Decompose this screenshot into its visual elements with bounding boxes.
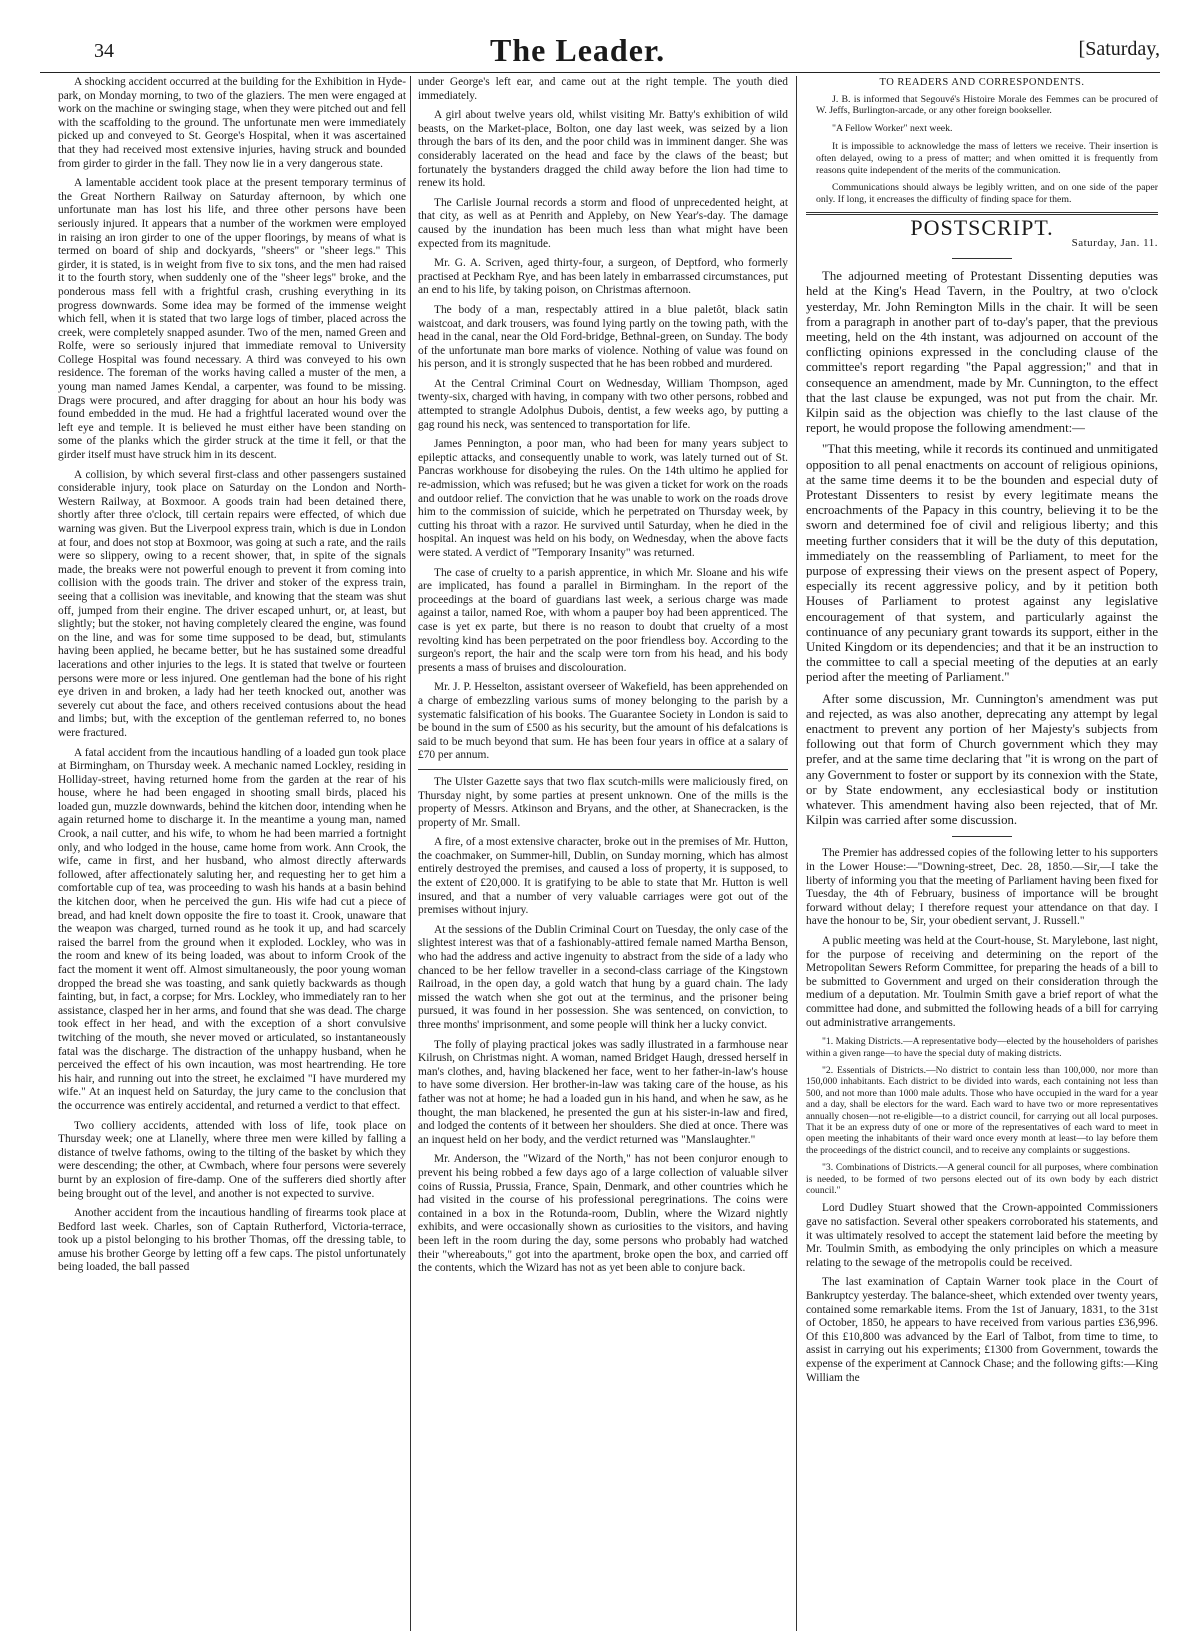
- article-paragraph: Mr. G. A. Scriven, aged thirty-four, a surgeon, of Deptford, who formerly practised at Peckham Rye, and has been lately in embarrassed circumstances, put an end to his life, by taking poison, on Christmas afternoon.: [418, 257, 788, 297]
- correspondent-notice: It is impossible to acknowledge the mass of letters we receive. Their insertion is often delayed, owing to a press of matter; and when omitted it is frequently from reasons quite independent of the merits of the communication.: [816, 140, 1158, 176]
- correspondent-notice: "A Fellow Worker" next week.: [832, 123, 953, 135]
- header-day: [Saturday,: [1078, 38, 1160, 60]
- postscript-title: POSTSCRIPT.: [910, 214, 1054, 240]
- page-number: 34: [94, 40, 114, 62]
- short-rule: [952, 258, 1012, 259]
- article-paragraph: A fire, of a most extensive character, broke out in the premises of Mr. Hutton, the coachmaker, on Summer-hill, Dublin, on Sunday morning, which has almost entirely destroyed the premises, and caused a loss of property, it is supposed, to the extent of £20,000. It is gratifying to be able to state that Mr. Hutton is well insured, and that a number of very valuable carriages were got out of the premises without injury.: [418, 836, 788, 917]
- article-paragraph: The Premier has addressed copies of the following letter to his supporters in the Lower House:—"Downing-street, Dec. 28, 1850.—Sir,—I take the liberty of informing you that the meeting of Parliament having been fixed for Tuesday, the 4th of February, business of importance will be brought forward without delay; I therefore request your attendance on that day. I have the honour to be, Sir, your obedient servant, J. Russell.": [806, 847, 1158, 928]
- article-paragraph: Mr. J. P. Hesselton, assistant overseer of Wakefield, has been apprehended on a charge of embezzling various sums of money belonging to the parish by a systematic falsification of his books. The Guarantee Society in London is said to be bound in the sum of £500 as his security, but the amount of his defalcations is said to be much beyond that sum. He has been four years in office at a salary of £70 per annum.: [418, 681, 788, 762]
- page-header: [40, 32, 1160, 73]
- correspondents-heading: TO READERS AND CORRESPONDENTS.: [879, 77, 1085, 88]
- bill-heading-item: "1. Making Districts.—A representative body—elected by the householders of parishes within a given range—to have the special duty of making districts.: [806, 1036, 1158, 1059]
- article-paragraph: A collision, by which several first-class and other passengers sustained considerable injury, took place on Saturday on the London and North-Western Railway, at Boxmoor. A goods train had been detained there, shortly after three o'clock, till certain repairs were effected, of which due warning was given. But the Liverpool express train, which is due in London at four, and does not stop at Boxmoor, was going at such a rate, and the rails were so slippery, owing to a recent shower, that, in spite of the signals made, the breaks were not powerful enough to prevent it from coming into collision with the goods train. The driver and stoker of the express train, seeing that a collision was inevitable, and knowing that the steam was shut off, jumped from their engine. The driver escaped unhurt, or, at least, but slightly; but the stoker, not having completely cleared the engine, was found on the line, and was for some time supposed to be dead, but, stimulants having been applied, he became better, but he has sustained some dreadful lacerations and other injuries to the legs. It is stated that twelve or fourteen persons were more or less injured. One gentleman had the bone of his right eye driven in and broken, a lady had her teeth knocked out, another was severely cut about the face, and others received contusions about the head and limbs; but, with the exception of the gentleman referred to, no bones were fractured.: [58, 468, 406, 739]
- article-paragraph: Another accident from the incautious handling of firearms took place at Bedford last week. Charles, son of Captain Rutherford, Victoria-terrace, took up a pistol belonging to his brother Thomas, off the dressing table, to amuse his brother George by letting off a few caps. The pistol unfortunately being loaded, the ball passed: [58, 1207, 406, 1274]
- article-paragraph: A girl about twelve years old, whilst visiting Mr. Batty's exhibition of wild beasts, on the Market-place, Bolton, one day last week, was seized by a lion through the bars of its den, and the poor child was in imminent danger. She was considerably lacerated on the head and face by the claws of the beast; but fortunately the bystanders dragged the child away before the lion had time to renew its hold.: [418, 109, 788, 190]
- correspondent-notice: Communications should always be legibly written, and on one side of the paper only. If long, it encreases the difficulty of finding space for them.: [816, 182, 1158, 206]
- article-paragraph: After some discussion, Mr. Cunnington's amendment was put and rejected, as was also another, deprecating any attempt by legal enactment to prevent any portion of her Majesty's subjects from following out that form of Church government which they may prefer, and at the same time declaring that "it is wrong on the part of any Government to foster or support by its connexion with the State, or by State endowment, any ecclesiastical body or institution whatever. This amendment having also been rejected, that of Mr. Kilpin was carried after some discussion.: [806, 691, 1158, 828]
- article-paragraph: The case of cruelty to a parish apprentice, in which Mr. Sloane and his wife are implicated, has found a parallel in Birmingham. In the report of the proceedings at the board of guardians last week, a serious charge was made against a tailor, named Roe, with whom a pauper boy had been apprenticed. The case is yet ex parte, but there is no reason to doubt that cruelty of a most revolting kind has been perpetrated on the poor friendless boy. According to the surgeon's report, the hair and the scalp were torn from his head, and his body presents a mass of bruises and discolouration.: [418, 566, 788, 674]
- column-1: [58, 76, 406, 1631]
- article-paragraph: The adjourned meeting of Protestant Dissenting deputies was held at the King's Head Tavern, in the Poultry, at two o'clock yesterday, Mr. John Remington Mills in the chair. It will be seen from a paragraph in another part of to-day's paper, that the previous meeting, held on the 4th instant, was adjourned on account of the conflicting opinions expressed in the concluding clause of the committee's report regarding "the Papal aggression;" and that in consequence an amendment, made by Mr. Cunnington, to the effect that the last clause be expunged, was not put from the chair. Mr. Kilpin said as the objection was chiefly to the last clause of the report, he would propose the following amendment:—: [806, 269, 1158, 436]
- article-paragraph: Two colliery accidents, attended with loss of life, took place on Thursday week; one at Llanelly, where three men were killed by falling a distance of twelve fathoms, owing to the tilting of the basket by which they were descending; the other, at Cwmbach, where four persons were severely burnt by an explosion of fire-damp. One of the sufferers died shortly after being brought out of the level, and another is not expected to survive.: [58, 1119, 406, 1200]
- article-paragraph: James Pennington, a poor man, who had been for many years subject to epileptic attacks, and consequently unable to work, was lately turned out of St. Pancras workhouse for disobeying the rules. On the 14th ultimo he applied for re-admission, which was refused; but he was given a ticket for work on the roads and outdoor relief. The conviction that he was unable to work on the roads drove him to the commission of suicide, which he perpetrated on Thursday week, by cutting his throat with a razor. He survived until Saturday, when he died in the hospital. An inquest was held on his body, on Wednesday, when the above facts were stated. A verdict of "Temporary Insanity" was returned.: [418, 438, 788, 559]
- article-paragraph: A lamentable accident took place at the present temporary terminus of the Great Northern Railway on Saturday afternoon, by which one unfortunate man has lost his life, and three other persons have been seriously injured. It appears that a number of the workmen were employed in raising an iron girder to one of the upper floorings, by means of what is termed on board of ship and dockyards, "sheers" or "sheer legs." This girder, it is stated, is in weight from five to six tons, and the men had raised it to the fourth story, when suddenly one of the "sheer legs" broke, and the ponderous mass fell with a frightful crash, crushing everything in its progress downwards. Some idea may be formed of the immense weight which fell, when it is stated that two large logs of timber, placed across the creek, were completely snapped asunder. Two of the men, named Green and Rolfe, were so seriously injured that immediate removal to University College Hospital was found necessary. A third was conveyed to his own residence. The foreman of the works having called a muster of the men, a young man named James Kendal, a carpenter, was found to be missing. Drags were procured, and after dragging for about an hour his body was found embedded in the mud. He had a frightful lacerated wound over the left eye and temple. It is believed he must either have been standing on some of the planks which the girder struck at the time it fell, or that the girder itself must have struck him in its descent.: [58, 177, 406, 462]
- article-paragraph: Mr. Anderson, the "Wizard of the North," has not been conjuror enough to prevent his being robbed a few days ago of a large collection of valuable silver coins of Russia, Prussia, France, Spain, Denmark, and other countries which he had visited in the course of his professional peregrinations. The coins were contained in a box in the Rotunda-room, Dublin, where the Wizard nightly exhibits, and were occasionally shown as curiosities to the visitors, and having been left in the room during the day, some persons who probably had watched their "whereabouts," got into the apartment, broke open the box, and carried off the contents, which the Wizard has not as yet been able to conjure back.: [418, 1153, 788, 1275]
- short-rule: [952, 836, 1012, 837]
- article-paragraph: "That this meeting, while it records its continued and unmitigated opposition to all penal enactments on account of religious opinions, at the same time deems it to be the bounden and especial duty of Protestant Dissenters to resist by every legitimate means the encroachments of the Papacy in this country, believing it to be the sworn and determined foe of civil and religious liberty; and this meeting further considers that it will be the duty of this deputation, immediately on the reassembling of Parliament, to meet for the purpose of expressing their views on the present aspect of Popery, especially its recent aggressive policy, and by it petition both Houses of Parliament to protest against any legislative encouragement of that system, and particularly against the continuance of any pecuniary grant towards its support, either in the United Kingdom or its dependencies; and that it be an instruction to the committee to call a special meeting of the deputies at an early period after the meeting of Parliament.": [806, 442, 1158, 685]
- correspondent-notice: J. B. is informed that Segouvé's Histoire Morale des Femmes can be procured of W. Jeffs, Burlington-arcade, or any other foreign bookseller.: [816, 93, 1158, 117]
- bill-heading-item: "3. Combinations of Districts.—A general council for all purposes, where combination is needed, to be formed of two persons elected out of its own body by each district council.": [806, 1162, 1158, 1197]
- article-paragraph: under George's left ear, and came out at the right temple. The youth died immediately.: [418, 76, 788, 102]
- bill-heading-item: "2. Essentials of Districts.—No district to contain less than 100,000, nor more than 150,000 inhabitants. Each district to be divided into wards, each containing not less than 500, and not more than 1000 male adults. Those who have occupied in the ward for a year and a day, shall be electors for the ward. Each ward to have two or more representatives annually chosen—not re-eligible—to a district council, for carrying out all local purposes. That it be an express duty of one or more of the representatives of each ward to meet in open meeting the inhabitants of their ward once every month at least—to lay before them the proceedings of the district council, and to receive any complaints or suggestions.: [806, 1065, 1158, 1156]
- column-rule-1: [410, 76, 411, 1631]
- article-paragraph: At the Central Criminal Court on Wednesday, William Thompson, aged twenty-six, charged with having, in company with two other persons, robbed and attempted to strangle Adolphus Dubois, dentist, a few weeks ago, by putting a gag round his neck, was sentenced to transportation for life.: [418, 377, 788, 431]
- article-paragraph: The Ulster Gazette says that two flax scutch-mills were maliciously fired, on Thursday night, by some parties at present unknown. One of the mills is the property of Messrs. Atkinson and Bryans, and the other, at Shanecracken, is the property of Mr. Small.: [418, 775, 788, 829]
- postscript-date: Saturday, Jan. 11.: [1071, 236, 1158, 249]
- article-paragraph: The body of a man, respectably attired in a blue paletôt, black satin waistcoat, and dark trousers, was found lying partly on the towing path, with the head in the canal, near the Old Ford-bridge, Bethnal-green, on Sunday. The body of the unfortunate man bore marks of violence. Nothing of value was found on his person, and it is strongly suspected that he has been robbed and murdered.: [418, 303, 788, 371]
- article-paragraph: A shocking accident occurred at the building for the Exhibition in Hyde-park, on Monday morning, to two of the glaziers. The men were engaged at work on the machine or swinging stage, when they were pitched out and fell with the scaffolding to the ground. The unfortunate men were immediately picked up and conveyed to St. George's Hospital, when it was ascertained that they had received most extensive injuries, having struck and bounded from girder to girder in the fall. They now lie in a very dangerous state.: [58, 76, 406, 170]
- article-paragraph: Lord Dudley Stuart showed that the Crown-appointed Commissioners gave no satisfaction. Several other speakers corroborated his statements, and it was ultimately resolved to accept the statement laid before the meeting by Mr. Toulmin Smith, as embodying the only principles on which a measure relating to the sewage of the metropolis could be received.: [806, 1202, 1158, 1269]
- column-rule-2: [796, 76, 797, 1631]
- article-paragraph: The last examination of Captain Warner took place in the Court of Bankruptcy yesterday. The balance-sheet, which extended over twenty years, contained some remarkable items. From the 1st of January, 1831, to the 31st of October, 1850, he appears to have received from various parties £36,996. Of this £10,800 was advanced by the Earl of Talbot, from time to time, to assist in carrying out his experiments; £1300 from Government, towards the expense of the experiment at Cannock Chase; and the following gifts:—King William the: [806, 1276, 1158, 1384]
- article-paragraph: The Carlisle Journal records a storm and flood of unprecedented height, at that city, as well as at Penrith and Appleby, on New Year's-day. The damage caused by the inundation has been much less than what might have been expected from its magnitude.: [418, 196, 788, 250]
- article-paragraph: A public meeting was held at the Court-house, St. Marylebone, last night, for the purpose of receiving and determining on the report of the Metropolitan Sewers Reform Committee, for preparing the heads of a bill to be submitted to Government and urged on their consideration through the medium of a deputation. Mr. Toulmin Smith gave a brief report of what the committee had done, and submitted the following heads of a bill for carrying out administrative arrangements.: [806, 935, 1158, 1029]
- article-paragraph: The folly of playing practical jokes was sadly illustrated in a farmhouse near Kilrush, on Christmas night. A woman, named Bridget Haugh, dressed herself in man's clothes, and, having blackened her face, went to her father-in-law's house to have some diversion. Her brother-in-law was taking care of the house, as his father was not at home; he had a loaded gun in his hand, and when he saw, as he thought, the man blackened, he presented the gun at his sister-in-law and fired, and lodged the contents of it between her shoulders. She died at once. There was an inquest held on her body, and the verdict returned was "Manslaughter.": [418, 1038, 788, 1146]
- column-2: [418, 76, 788, 1631]
- masthead-title: The Leader.: [490, 32, 666, 68]
- article-paragraph: At the sessions of the Dublin Criminal Court on Tuesday, the only case of the slightest interest was that of a fashionably-attired female named Martha Benson, who had the address and active ingenuity to abstract from the side of a lady who chanced to be her fellow traveller in a second-class carriage of the Kingstown Railroad, in the open day, a gold watch that hung by a guard chain. The lady missed the watch when she got out at the terminus, and the prisoner being pursued, it was found in her possession. She was sentenced, on conviction, to three months' imprisonment, and some people will think her a lucky convict.: [418, 923, 788, 1031]
- article-paragraph: A fatal accident from the incautious handling of a loaded gun took place at Birmingham, on Thursday week. A mechanic named Lockley, residing in Holliday-street, having returned home from the garden at the rear of his house, where he had been engaged in shooting small birds, placed his loaded gun, muzzle downwards, behind the kitchen door, intending when he again returned home to discharge it. In the meantime a young man, named Crook, a nail cutter, and his wife, to whom he had been married a fortnight only, and who lodged in the house, came home from work. Ann Crook, the wife, came in first, and her husband, who almost directly afterwards followed, after affectionately saluting her, and requesting her to get him a comfortable cup of tea, was proceeding to wash his hands at a basin behind the kitchen door, when he perceived the gun. His wife had cut a piece of bread, and had knelt down opposite the fire to toast it. Crook, unaware that the weapon was charged, turned round as he took it up, and had scarcely raised the barrel from the ground when it exploded. Lockley, who was in the room and knew of its being loaded, was about to inform Crook of the fact the moment it went off. Almost simultaneously, the poor young woman dropped the bread she was toasting, and sank quietly backwards as though fainting, but, in fact, a corpse; for Mrs. Lockley, who immediately ran to her assistance, clasped her in her arms, and found that she was dead. The charge took effect in her head, and with the exception of a short convulsive twitching of the mouth, she never moved or articulated, so instantaneously fatal was the discharge. The distraction of the unhappy husband, when he perceived the effect of his own incaution, was most heartrending. He tore his hair, and running out into the street, he exclaimed "I have murdered my wife." At an inquest held on Saturday, the jury came to the conclusion that the occurrence was entirely accidental, and returned a verdict to that effect.: [58, 746, 406, 1112]
- section-divider: [418, 769, 788, 770]
- column-3: [806, 76, 1158, 1631]
